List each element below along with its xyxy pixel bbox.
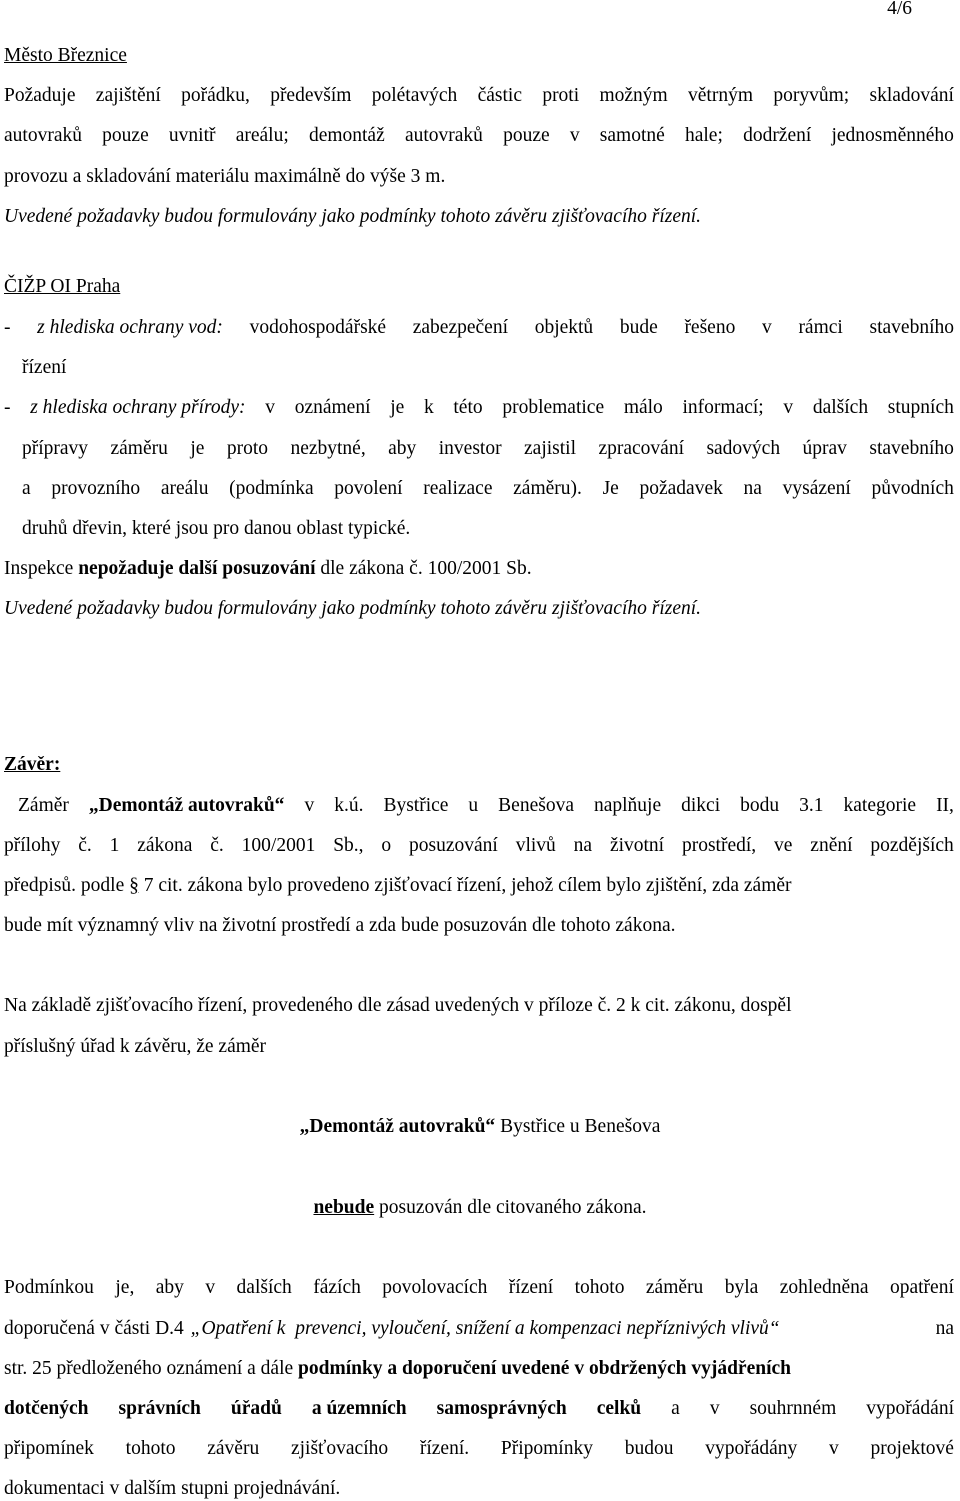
word: proti [542, 85, 580, 106]
word: pouze [102, 125, 149, 146]
word: dotčených [4, 1398, 89, 1419]
zaklad-line-1: Na základě zjišťovacího řízení, provedeného dle zásad uvedených v příloze č. 2 k cit. zákonu, dospěl [4, 995, 792, 1016]
word: hale; [684, 125, 723, 146]
word: celků [596, 1398, 642, 1419]
word: souhrnném [749, 1398, 837, 1419]
word: autovraků [404, 125, 483, 146]
word: dalších [812, 397, 869, 418]
word: vlivů [515, 835, 556, 856]
word: větrným [688, 85, 754, 106]
word: původních [871, 478, 954, 499]
word: ve [774, 835, 793, 856]
word: zákona [137, 835, 193, 856]
underlined-bold-text: nebude [313, 1197, 375, 1218]
word: znění [810, 835, 853, 856]
word: je, [115, 1277, 135, 1298]
word: budou [624, 1438, 674, 1459]
word: objektů [534, 317, 594, 338]
text-run: 7 cit. zákona bylo provedeno zjišťovací řízení, jehož cílem bylo zjištění, zda záměr [138, 875, 792, 896]
paragraph-line [4, 124, 954, 148]
word: řízení [508, 1277, 554, 1298]
word: úprav [802, 438, 847, 459]
word: životní [609, 835, 665, 856]
list-item-label: z hlediska ochrany vod: [37, 317, 223, 338]
word: požadavek [639, 478, 723, 499]
word: Sb., [333, 835, 364, 856]
word: kategorie [843, 795, 917, 816]
word: k [423, 397, 434, 418]
word: k.ú. [334, 795, 364, 816]
word: záměru [645, 1277, 704, 1298]
word: rámci [798, 317, 843, 338]
word: areálu; [235, 125, 289, 146]
word: naplňuje [593, 795, 662, 816]
section-heading-zaver: Závěr: [4, 754, 61, 775]
word: tohoto [125, 1438, 176, 1459]
word: Bystřice [383, 795, 449, 816]
word: zohledněna [779, 1277, 869, 1298]
word: bude [619, 317, 658, 338]
word: řešeno [684, 317, 736, 338]
word: zajištění [95, 85, 161, 106]
word: bodu [740, 795, 780, 816]
word: vypořádány [705, 1438, 798, 1459]
word: v [265, 397, 275, 418]
word: a [671, 1398, 680, 1419]
word: poryvům; [773, 85, 850, 106]
word: zajistil [524, 438, 577, 459]
word: Záměr [18, 795, 69, 816]
word: projektové [870, 1438, 954, 1459]
word: dalších [236, 1277, 292, 1298]
list-dash: - [4, 397, 11, 418]
word: zjišťovacího [290, 1438, 389, 1459]
word: jednosměnného [831, 125, 954, 146]
word: pozdějších [870, 835, 954, 856]
word: č. [78, 835, 92, 856]
word: je [190, 438, 205, 459]
bold-text: „Demontáž autovraků“ [88, 795, 285, 816]
zaver-line [18, 794, 954, 818]
word: pouze [503, 125, 550, 146]
word: v [304, 795, 315, 816]
word: přípravy [22, 438, 89, 459]
podminka-line-2 [4, 1317, 954, 1341]
bold-text: „Demontáž autovraků“ [299, 1116, 496, 1137]
word: prostředí, [681, 835, 757, 856]
word: zpracování [598, 438, 684, 459]
text-run: posuzován dle citovaného zákona. [374, 1197, 647, 1218]
word: posuzování [409, 835, 498, 856]
page-number: 4/6 [887, 0, 912, 19]
word: proto [226, 438, 269, 459]
word: v [829, 1438, 839, 1459]
word: úřadů [230, 1398, 282, 1419]
list-dash: - [4, 317, 11, 338]
zaklad-line-2: příslušný úřad k závěru, že záměr [4, 1036, 267, 1057]
text-run: doporučená v části D.4 [4, 1318, 189, 1339]
word: 1 [109, 835, 120, 856]
word: této [453, 397, 483, 418]
word: stavebního [869, 438, 954, 459]
word: v [709, 1398, 720, 1419]
word: sadových [706, 438, 781, 459]
italic-note: Uvedené požadavky budou formulovány jako podmínky tohoto závěru zjišťovacího řízení. [4, 206, 702, 227]
word: realizace [423, 478, 493, 499]
word: autovraků [4, 125, 82, 146]
word: uvnitř [168, 125, 216, 146]
text-run: str. 25 předloženého oznámení a dále [4, 1358, 299, 1379]
word: skladování [869, 85, 954, 106]
word: investor [438, 438, 502, 459]
word: možným [599, 85, 668, 106]
word: o [381, 835, 392, 856]
word: připomínek [4, 1438, 94, 1459]
word: vodohospodářské [249, 317, 387, 338]
word: nezbytné, [290, 438, 366, 459]
word: Připomínky [500, 1438, 593, 1459]
word: stupních [887, 397, 954, 418]
zaver-line-2 [4, 834, 954, 858]
paragraph-line: provozu a skladování materiálu maximálně do výše 3 m. [4, 166, 446, 187]
word: u [468, 795, 479, 816]
centered-decision [0, 1196, 960, 1220]
italic-note: Uvedené požadavky budou formulovány jako podmínky tohoto závěru zjišťovacího řízení. [4, 598, 702, 619]
word: problematice [502, 397, 605, 418]
word: tohoto [574, 1277, 625, 1298]
bold-text: podmínky a doporučení uvedené v obdržených vyjádřeních [298, 1358, 791, 1379]
inspekce-statement [4, 557, 532, 581]
word: závěru [207, 1438, 260, 1459]
list-item-ochrana-prirody [4, 396, 954, 420]
word: Podmínkou [4, 1277, 94, 1298]
text-run: na [935, 1318, 954, 1339]
word: v [762, 317, 772, 338]
word: pořádku, [181, 85, 250, 106]
word: č. [210, 835, 224, 856]
centered-project-title [0, 1115, 960, 1139]
word: demontáž [308, 125, 385, 146]
word: v [783, 397, 794, 418]
list-item-ochrana-vod [4, 316, 954, 340]
word: 100/2001 [241, 835, 316, 856]
word: v [205, 1277, 216, 1298]
word: byla [724, 1277, 759, 1298]
word: záměru). [513, 478, 582, 499]
list-item-continuation [22, 477, 954, 501]
word: fázích [313, 1277, 361, 1298]
list-item-continuation [22, 437, 954, 461]
word: oznámení [294, 397, 371, 418]
word: povolení [334, 478, 403, 499]
word: dodržení [743, 125, 812, 146]
word: polétavých [371, 85, 458, 106]
list-item-label: z hlediska ochrany přírody: [30, 397, 246, 418]
paragraph-sign: § [129, 875, 139, 896]
word: a územních [311, 1398, 407, 1419]
section-heading-cizp: ČIŽP OI Praha [4, 276, 121, 297]
word: na [573, 835, 593, 856]
text-run: Inspekce [4, 558, 79, 579]
word: aby [388, 438, 417, 459]
word: málo [623, 397, 663, 418]
word: samotné [599, 125, 665, 146]
zaver-line-4: bude mít významný vliv na životní prostředí a zda bude posuzován dle tohoto zákona. [4, 915, 676, 936]
list-item-continuation: druhů dřevin, které jsou pro danou oblast typické. [22, 518, 411, 539]
text-run: Bystřice u Benešova [495, 1116, 661, 1137]
word: 3.1 [799, 795, 824, 816]
word: areálu [160, 478, 209, 499]
podminka-line-3 [4, 1357, 791, 1381]
word: především [270, 85, 352, 106]
word: je [390, 397, 405, 418]
zaver-line-3 [4, 874, 792, 898]
word: aby [155, 1277, 184, 1298]
podminka-line-1 [4, 1276, 954, 1300]
word: vypořádání [866, 1398, 954, 1419]
word: správních [118, 1398, 201, 1419]
word: záměru [110, 438, 168, 459]
word: Benešova [498, 795, 574, 816]
word: přílohy [4, 835, 61, 856]
word: na [743, 478, 762, 499]
word: dikci [681, 795, 721, 816]
word: Požaduje [4, 85, 76, 106]
podminka-line-5 [4, 1437, 954, 1461]
word: stavebního [869, 317, 954, 338]
word: vysázení [782, 478, 851, 499]
italic-text: „Opatření k prevenci, vyloučení, snížení a kompenzaci nepříznivých vlivů“ [190, 1318, 780, 1339]
text-run: dle zákona č. 100/2001 Sb. [315, 558, 532, 579]
list-item-continuation: řízení [22, 357, 67, 378]
text-run: předpisů. podle [4, 875, 130, 896]
word: provozního [51, 478, 141, 499]
word: (podmínka [229, 478, 314, 499]
word: zabezpečení [412, 317, 509, 338]
word: informací; [682, 397, 764, 418]
word: Je [602, 478, 619, 499]
bold-text: nepožaduje další posuzování [78, 558, 316, 579]
podminka-line-4 [4, 1397, 954, 1421]
word: v [569, 125, 580, 146]
word: opatření [889, 1277, 954, 1298]
word: povolovacích [382, 1277, 488, 1298]
podminka-line-6: dokumentaci v dalším stupni projednávání. [4, 1478, 341, 1499]
word: II, [936, 795, 954, 816]
word: samosprávných [436, 1398, 567, 1419]
word: a [22, 478, 31, 499]
word: řízení. [419, 1438, 470, 1459]
paragraph-line [4, 84, 954, 108]
section-heading-mesto-breznice: Město Březnice [4, 45, 127, 66]
word: částic [477, 85, 522, 106]
